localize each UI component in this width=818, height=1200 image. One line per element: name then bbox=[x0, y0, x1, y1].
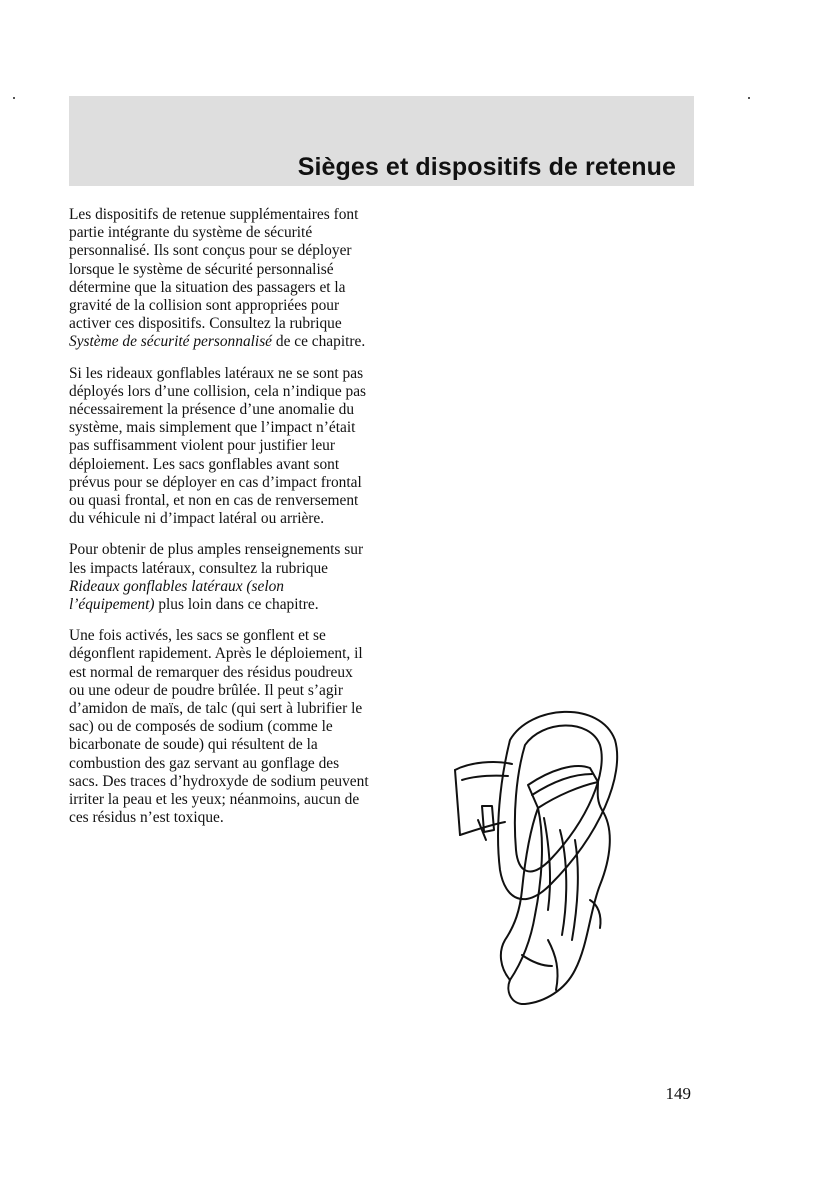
paragraph-text: Si les rideaux gonflables latéraux ne se sont pas déployés lors d’une collision, cela n’indique pas nécessairement la présence d’une anomalie du système, mais simplement que l’impact n’était pas suffisamment violent pour justifier leur déploiement. Les sacs gonflables avant sont prévus pour se déployer en cas d’impact frontal ou quasi frontal, et non en cas de renversement du véhicule ni d’impact latéral ou arrière. bbox=[69, 364, 367, 528]
cross-reference-side-curtain-airbags: Rideaux gonflables latéraux (selon l’équipement) bbox=[69, 577, 284, 614]
paragraph-text: Les dispositifs de retenue supplémentaires font partie intégrante du système de sécurité personnalisé. Ils sont conçus pour se déployer lorsque le système de sécurité personnalisé détermine que la situation des passagers et la gravité de la collision sont appropriées pour activer ces dispositifs. Consultez la rubrique bbox=[69, 206, 359, 333]
paragraph-text: de ce chapitre. bbox=[272, 333, 366, 351]
crop-mark-left bbox=[13, 97, 15, 99]
paragraph-side-curtains bbox=[69, 365, 371, 529]
paragraph-text: Pour obtenir de plus amples renseignements sur les impacts latéraux, consultez la rubrique bbox=[69, 541, 364, 577]
paragraph-deployment-residue bbox=[69, 627, 371, 827]
paragraph-supplemental-restraints bbox=[69, 206, 371, 352]
chapter-title: Sièges et dispositifs de retenue bbox=[297, 153, 676, 181]
paragraph-text: Une fois activés, les sacs se gonflent et se dégonflent rapidement. Après le déploiement, il est normal de remarquer des résidus poudreux ou une odeur de poudre brûlée. Il peut s’agir d’amidon de maïs, de talc (qui sert à lubrifier le sac) ou de composés de sodium (comme le bicarbonate de soude) qui résultent de la combustion des gaz servant au gonflage des sacs. Des traces d’hydroxyde de sodium peuvent irriter la peau et les yeux; néanmoins, aucun de ces résidus n’est toxique. bbox=[69, 627, 369, 827]
page-number: 149 bbox=[665, 1084, 691, 1103]
deflated-airbag-steering-wheel-icon bbox=[450, 700, 650, 1010]
paragraph-text: plus loin dans ce chapitre. bbox=[154, 596, 319, 614]
chapter-header-band bbox=[69, 96, 694, 186]
paragraph-more-information bbox=[69, 541, 371, 614]
crop-mark-right bbox=[748, 97, 750, 99]
cross-reference-personalized-safety-system: Système de sécurité personnalisé bbox=[69, 333, 273, 351]
body-text-column bbox=[69, 206, 371, 841]
